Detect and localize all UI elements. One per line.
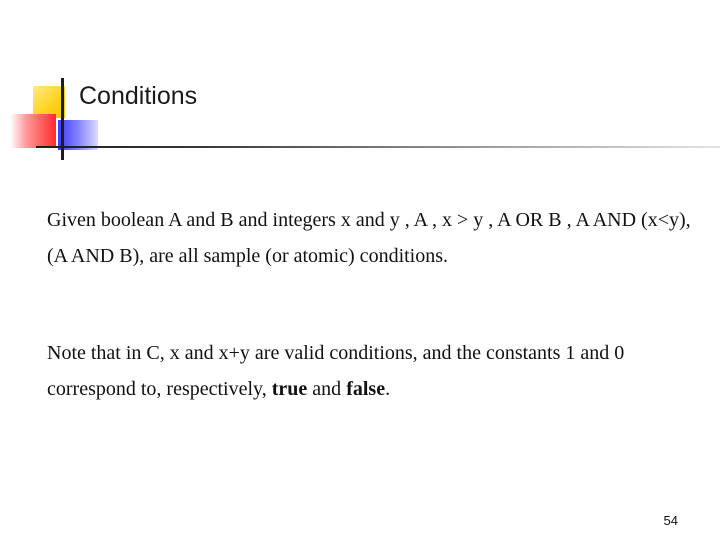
- note-text-part2: and: [307, 378, 347, 400]
- paragraph-conditions-examples: Given boolean A and B and integers x and y , A , x > y , A OR B , A AND (x<y), (A AND B), are all sample (or atomic) conditions.: [47, 209, 691, 267]
- paragraph-c-conditions-note: [47, 335, 697, 407]
- title-divider: [36, 146, 720, 148]
- note-text-part3: .: [385, 378, 391, 400]
- keyword-false: false: [346, 378, 386, 400]
- logo-red-square: [10, 114, 56, 148]
- slide-title: Conditions: [79, 82, 198, 110]
- note-text-part1: Note that in C, x and x+y are valid conditions, and the constants 1 and 0 correspond to, respectively,: [47, 342, 625, 400]
- page-number: 54: [663, 513, 678, 528]
- keyword-true: true: [271, 378, 308, 400]
